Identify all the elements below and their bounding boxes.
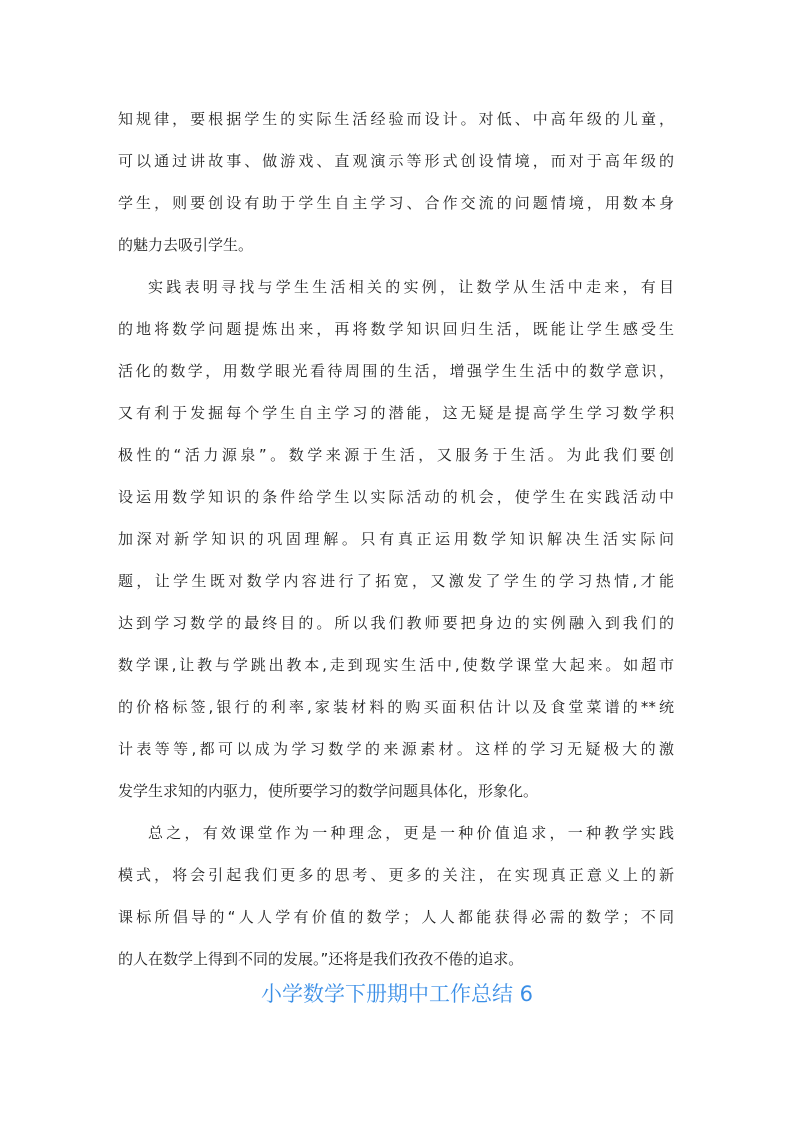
text-line: 的价格标签,银行的利率,家装材料的购买面积估计以及食堂菜谱的**统 (118, 698, 674, 716)
text-line: 的魅力去吸引学生。 (118, 236, 254, 254)
document-body (118, 101, 674, 983)
paragraph-3 (118, 815, 674, 983)
text-line: 数学课,让教与学跳出教本,走到现实生活中,使数学课堂大起来。如超市 (118, 656, 674, 674)
text-line: 活化的数学，用数学眼光看待周围的生活，增强学生生活中的数学意识， (118, 362, 674, 380)
text-line: 总之，有效课堂作为一种理念，更是一种价值追求，一种教学实践 (148, 824, 674, 842)
text-line: 设运用数学知识的条件给学生以实际活动的机会，使学生在实践活动中 (118, 488, 674, 506)
text-line: 知规律，要根据学生的实际生活经验而设计。对低、中高年级的儿童， (118, 110, 674, 128)
text-line: 的地将数学问题提炼出来，再将数学知识回归生活，既能让学生感受生 (118, 320, 674, 338)
text-line: 加深对新学知识的巩固理解。只有真正运用数学知识解决生活实际问 (118, 530, 674, 548)
text-line: 题，让学生既对数学内容进行了拓宽，又激发了学生的学习热情,才能 (118, 572, 674, 590)
text-line: 学生，则要创设有助于学生自主学习、合作交流的问题情境，用数本身 (118, 194, 674, 212)
text-line: 实践表明寻找与学生生活相关的实例，让数学从生活中走来，有目 (148, 278, 674, 296)
text-line: 又有利于发掘每个学生自主学习的潜能，这无疑是提高学生学习数学积 (118, 404, 674, 422)
text-line: 课标所倡导的“人人学有价值的数学；人人都能获得必需的数学；不同 (118, 908, 674, 926)
text-line: 的人在数学上得到不同的发展。”还将是我们孜孜不倦的追求。 (118, 950, 524, 968)
text-line: 计表等等,都可以成为学习数学的来源素材。这样的学习无疑极大的激 (118, 740, 674, 758)
text-line: 模式，将会引起我们更多的思考、更多的关注，在实现真正意义上的新 (118, 866, 674, 884)
text-line: 发学生求知的内驱力，使所要学习的数学问题具体化，形象化。 (118, 782, 539, 800)
paragraph-1 (118, 101, 674, 269)
paragraph-2 (118, 269, 674, 815)
text-line: 达到学习数学的最终目的。所以我们教师要把身边的实例融入到我们的 (118, 614, 674, 632)
text-line: 极性的“活力源泉”。数学来源于生活，又服务于生活。为此我们要创 (118, 446, 674, 464)
section-heading: 小学数学下册期中工作总结 6 (260, 982, 534, 1006)
text-line: 可以通过讲故事、做游戏、直观演示等形式创设情境，而对于高年级的 (118, 152, 674, 170)
